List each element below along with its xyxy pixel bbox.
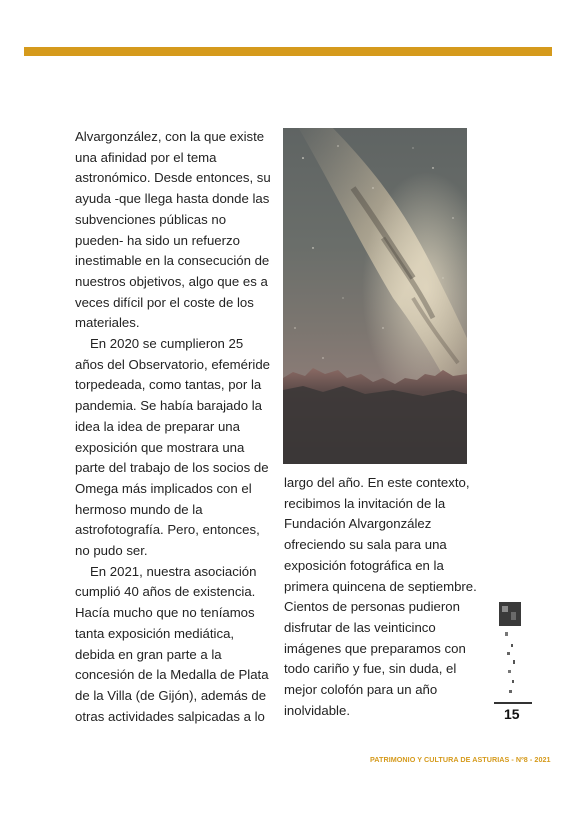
footer-issue: - Nº8 - 2021	[509, 755, 551, 764]
milky-way-photo	[283, 128, 467, 464]
article-column-right	[284, 473, 484, 721]
decorative-strip-image	[499, 602, 521, 698]
footer-publication	[370, 755, 551, 764]
article-paragraph: En 2021, nuestra asociación cumplió 40 años de existencia. Hacía mucho que no teníamos tanta exposición mediática, debida en gran parte a la concesión de la Medalla de Plata de la Villa (de Gijón), además de otras actividades salpicadas a lo	[75, 563, 269, 724]
footer-title: PATRIMONIO Y CULTURA DE ASTURIAS	[370, 755, 510, 764]
article-paragraph: En 2020 se cumplieron 25 años del Observatorio, efeméride torpedeada, como tantas, por la pandemia. Se había barajado la idea la idea de preparar una exposición que mostrara una parte del trabajo de los socios de Omega más implicados con el hermoso mundo de la astrofotografía. Pero, entonces, no pudo ser.	[75, 336, 270, 559]
article-column-left	[75, 127, 275, 727]
page-number-rule	[494, 702, 532, 704]
header-accent-bar	[24, 47, 552, 56]
article-paragraph: Alvargonzález, con la que existe una afinidad por el tema astronómico. Desde entonces, su ayuda -que llega hasta donde las subvenciones públicas no pueden- ha sido un refuerzo inestimable en la consecución de nuestros objetivos, algo que es a veces difícil por el coste de los materiales.	[75, 129, 271, 331]
article-paragraph: largo del año. En este contexto, recibimos la invitación de la Fundación Alvargonzález ofreciendo su sala para una exposición fotográfica en la primera quincena de septiembre. Cientos de personas pudieron disfrutar de las veinticinco imágenes que preparamos con todo cariño y fue, sin duda, el mejor colofón para un año inolvidable.	[284, 475, 477, 718]
page-number: 15	[504, 706, 520, 722]
